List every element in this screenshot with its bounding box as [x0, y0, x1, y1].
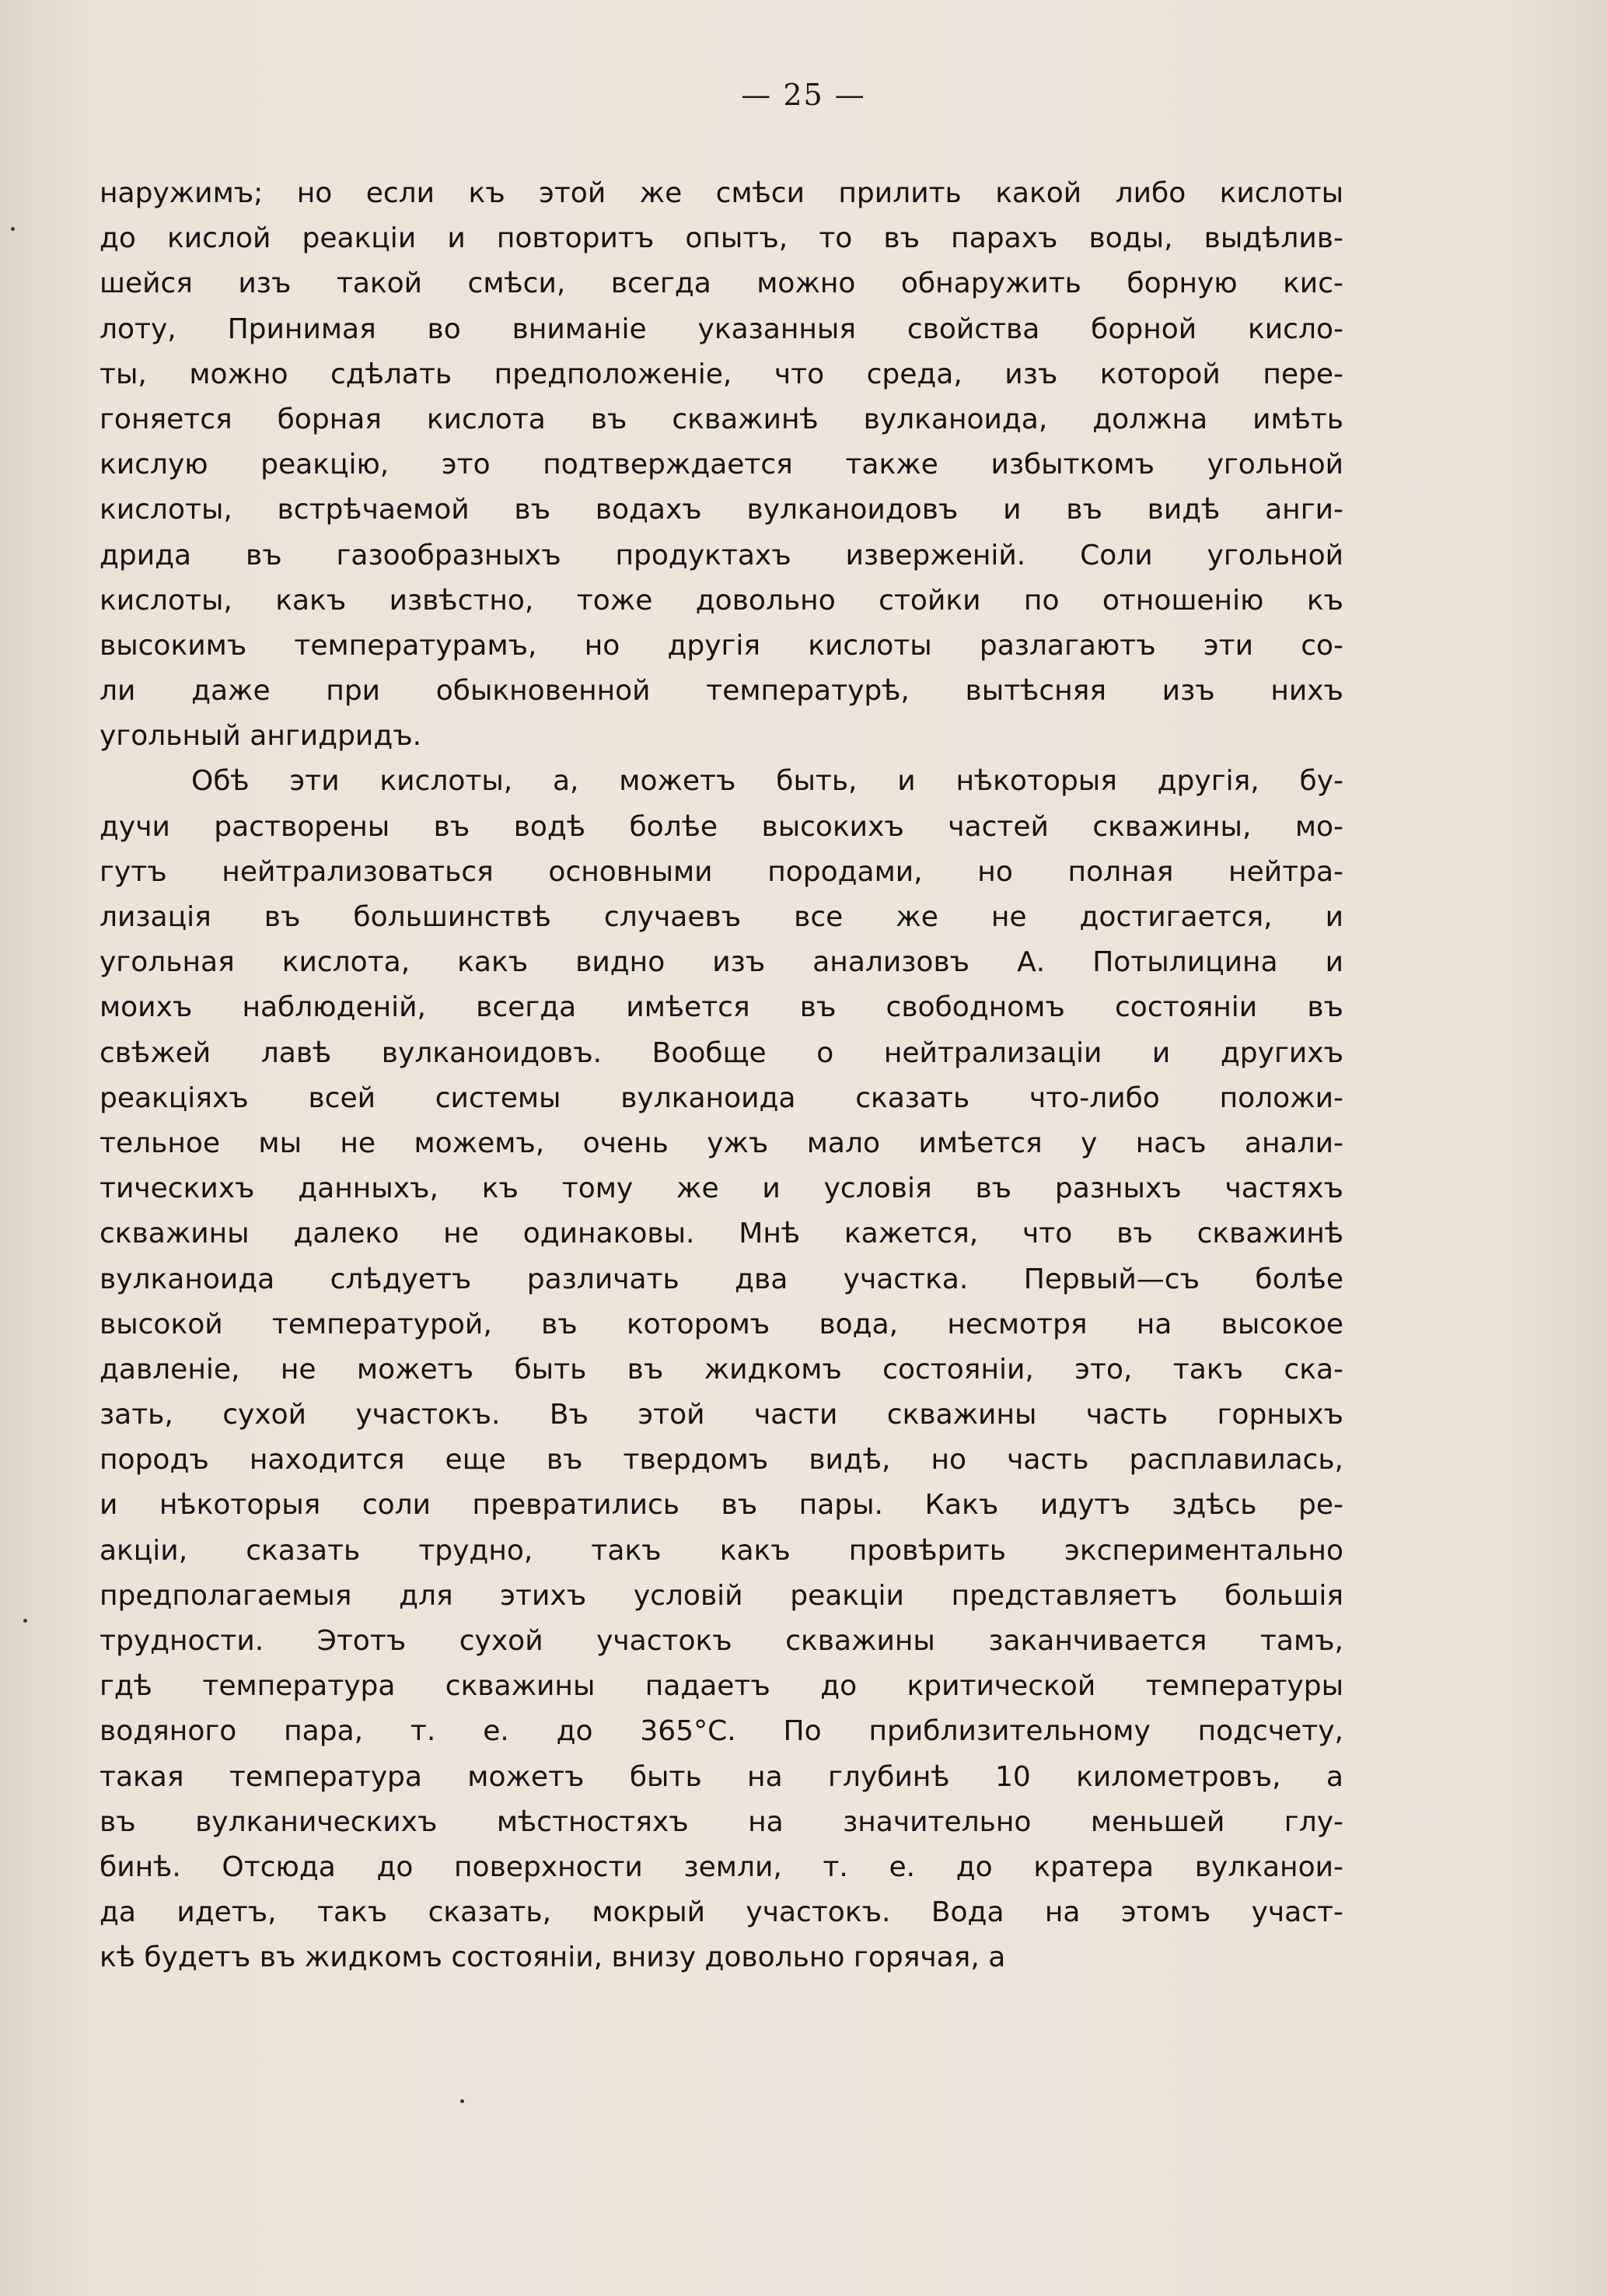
- paper-speck: [11, 227, 15, 231]
- text-line: да идетъ, такъ сказать, мокрый участокъ. Вода на этомъ участ-: [100, 1896, 1343, 1929]
- text-line: кислоты, встрѣчаемой въ водахъ вулканоидовъ и въ видѣ анги-: [100, 494, 1343, 526]
- text-line: зать, сухой участокъ. Въ этой части скважины часть горныхъ: [100, 1399, 1343, 1431]
- text-line: тическихъ данныхъ, къ тому же и условія въ разныхъ частяхъ: [100, 1172, 1343, 1205]
- text-line: породъ находится еще въ твердомъ видѣ, но часть расплавилась,: [100, 1444, 1343, 1476]
- text-line: скважины далеко не одинаковы. Мнѣ кажется, что въ скважинѣ: [100, 1218, 1343, 1250]
- page-number: — 25 —: [741, 78, 866, 112]
- text-line: ты, можно сдѣлать предположеніе, что среда, изъ которой пере-: [100, 358, 1343, 390]
- text-line: гутъ нейтрализоваться основными породами, но полная нейтра-: [100, 855, 1343, 888]
- text-line: кислую реакцію, это подтверждается также избыткомъ угольной: [100, 449, 1343, 481]
- text-line: водяного пара, т. е. до 365°С. По приблизительному подсчету,: [100, 1715, 1343, 1748]
- text-line: реакціяхъ всей системы вулканоида сказать что-либо положи-: [100, 1082, 1343, 1114]
- text-line: Обѣ эти кислоты, а, можетъ быть, и нѣкоторыя другія, бу-: [191, 765, 1343, 798]
- text-line: такая температура можетъ быть на глубинѣ 10 километровъ, а: [100, 1760, 1343, 1793]
- text-line: высокимъ температурамъ, но другія кислоты разлагаютъ эти со-: [100, 629, 1343, 662]
- text-line: дучи растворены въ водѣ болѣе высокихъ частей скважины, мо-: [100, 810, 1343, 843]
- paragraph-1: [100, 171, 1343, 759]
- text-line: до кислой реакціи и повторитъ опытъ, то въ парахъ воды, выдѣлив-: [100, 222, 1343, 255]
- text-line: ли даже при обыкновенной температурѣ, вытѣсняя изъ нихъ: [100, 675, 1343, 708]
- text-line: акціи, сказать трудно, такъ какъ провѣрить экспериментально: [100, 1534, 1343, 1567]
- text-line: предполагаемыя для этихъ условій реакціи представляетъ большія: [100, 1579, 1343, 1612]
- text-line: гдѣ температура скважины падаетъ до критической температуры: [100, 1670, 1343, 1703]
- text-line: кислоты, какъ извѣстно, тоже довольно стойки по отношенію къ: [100, 584, 1343, 617]
- text-line: гоняется борная кислота въ скважинѣ вулканоида, должна имѣть: [100, 403, 1343, 435]
- text-line: давленіе, не можетъ быть въ жидкомъ состояніи, это, такъ ска-: [100, 1353, 1343, 1386]
- text-line: угольная кислота, какъ видно изъ анализовъ А. Потылицина и: [100, 946, 1343, 979]
- text-line: шейся изъ такой смѣси, всегда можно обнаружить борную кис-: [100, 267, 1343, 300]
- text-line: моихъ наблюденій, всегда имѣется въ свободномъ состояніи въ: [100, 991, 1343, 1024]
- text-line: дрида въ газообразныхъ продуктахъ изверженій. Соли угольной: [100, 539, 1343, 571]
- text-line: наружимъ; но если къ этой же смѣси прилить какой либо кислоты: [100, 177, 1343, 209]
- text-line: высокой температурой, въ которомъ вода, несмотря на высокое: [100, 1308, 1343, 1340]
- text-line: кѣ будетъ въ жидкомъ состояніи, внизу довольно горячая, а: [100, 1941, 1006, 1974]
- text-line: трудности. Этотъ сухой участокъ скважины заканчивается тамъ,: [100, 1625, 1343, 1657]
- body-text: [100, 171, 1343, 1981]
- paper-speck: [460, 2099, 464, 2103]
- paragraph-2: [100, 759, 1343, 1980]
- paper-speck: [23, 1619, 27, 1623]
- text-line: лоту, Принимая во вниманіе указанныя свойства борной кисло-: [100, 313, 1343, 345]
- text-line: тельное мы не можемъ, очень ужъ мало имѣется у насъ анали-: [100, 1127, 1343, 1159]
- text-line: и нѣкоторыя соли превратились въ пары. Какъ идутъ здѣсь ре-: [100, 1489, 1343, 1522]
- text-line: свѣжей лавѣ вулканоидовъ. Вообще о нейтрализаціи и другихъ: [100, 1036, 1343, 1069]
- text-line: угольный ангидридъ.: [100, 720, 422, 753]
- text-line: бинѣ. Отсюда до поверхности земли, т. е. до кратера вулканои-: [100, 1850, 1343, 1883]
- text-line: вулканоида слѣдуетъ различать два участка. Первый—съ болѣе: [100, 1263, 1343, 1295]
- text-line: лизація въ большинствѣ случаевъ все же не достигается, и: [100, 901, 1343, 933]
- text-line: въ вулканическихъ мѣстностяхъ на значительно меньшей глу-: [100, 1805, 1343, 1838]
